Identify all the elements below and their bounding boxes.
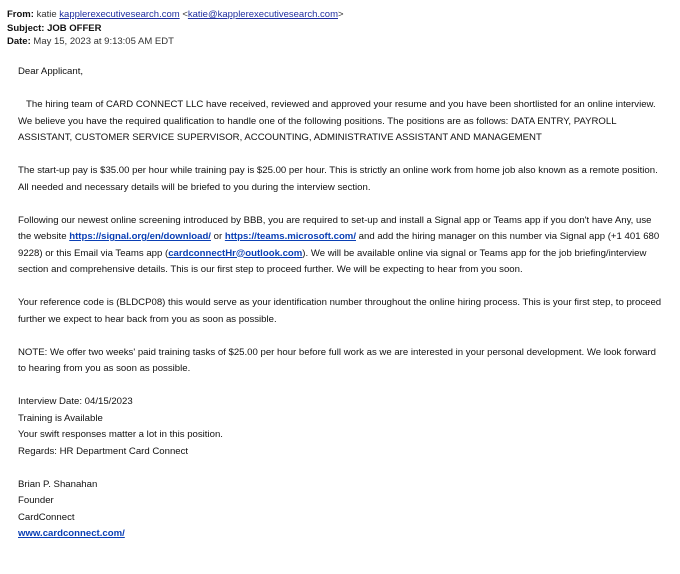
email-body — [18, 64, 663, 543]
signal-link[interactable]: https://signal.org/en/download/ — [69, 231, 211, 242]
from-label: From: — [7, 9, 34, 20]
email-header — [7, 8, 344, 49]
paragraph-intro: The hiring team of CARD CONNECT LLC have received, reviewed and approved your resume and you have been shortlisted for an online interview. We believe you have the required qualification to handle one of the following positions. The positions are as follows: DATA ENTRY, PAYROLL ASSISTANT, CUSTOMER SERVICE SUPERVISOR, ACCOUNTING, ADMINISTRATIVE ASSISTANT AND MANAGEMENT — [18, 99, 656, 143]
teams-link[interactable]: https://teams.microsoft.com/ — [224, 231, 356, 242]
subject-label: Subject: — [7, 22, 45, 34]
email-link[interactable]: cardconnectHr@outlook.com — [168, 247, 303, 259]
signature-title: Founder — [18, 495, 54, 506]
subject-text: JOB OFFER — [47, 22, 102, 34]
regards-text: Regards: HR Department Card Connect — [18, 445, 189, 457]
paragraph-note: NOTE: We offer two weeks' paid training tasks of $25.00 per hour before full work as we are interested in your personal development. We look forward to hearing from you as soon as possible. — [18, 346, 657, 374]
signature-company: CardConnect — [18, 511, 75, 523]
signature-url-link[interactable]: www.cardconnect.com/ — [18, 528, 125, 539]
from-email-link[interactable]: katie@kapplerexecutivesearch.com — [187, 9, 338, 20]
date-label: Date: — [7, 36, 31, 47]
paragraph-pay: The start-up pay is $35.00 per hour while training pay is $25.00 per hour. This is strictly an online work from home job also known as a remote position. All needed and necessary details will be briefed to you during the interview section. — [18, 165, 658, 193]
from-row: From: katie kapplerexecutivesearch.com <katie@kapplerexecutivesearch.com> — [7, 9, 344, 20]
date-text: May 15, 2023 at 9:13:05 AM EDT — [33, 36, 174, 47]
interview-date: Interview Date: 04/15/2023 — [18, 396, 133, 407]
signature-name: Brian P. Shanahan — [18, 478, 98, 490]
date-row — [7, 35, 344, 49]
paragraph-reference: Your reference code is (BLDCP08) this would serve as your identification number throughout the online hiring process. This is your first step, to proceed further we expect to hear back from you as soon as possible. — [18, 297, 662, 325]
swift-text: Your swift responses matter a lot in this position. — [18, 429, 223, 440]
greeting: Dear Applicant, — [18, 66, 84, 77]
paragraph-setup: Following our newest online screening introduced by BBB, you are required to set-up and install a Signal app or Teams app if you don't have Any, use the website https://signal.org/en/download/ or https://teams.microsoft.com/ and add the hiring manager on this number via Signal app (+1 401 680 9228) or this Email via Teams app (cardconnectHr@outlook.com). We will be available online via signal or Teams app for the job briefing/interview section and comprehensive details. This is our first step to proceed further. We will be expecting to hear from you soon. — [18, 214, 660, 275]
subject-row — [7, 22, 344, 36]
from-name: katie — [36, 9, 57, 20]
from-address-link[interactable]: kapplerexecutivesearch.com — [59, 9, 180, 20]
training-text: Training is Available — [18, 412, 103, 424]
